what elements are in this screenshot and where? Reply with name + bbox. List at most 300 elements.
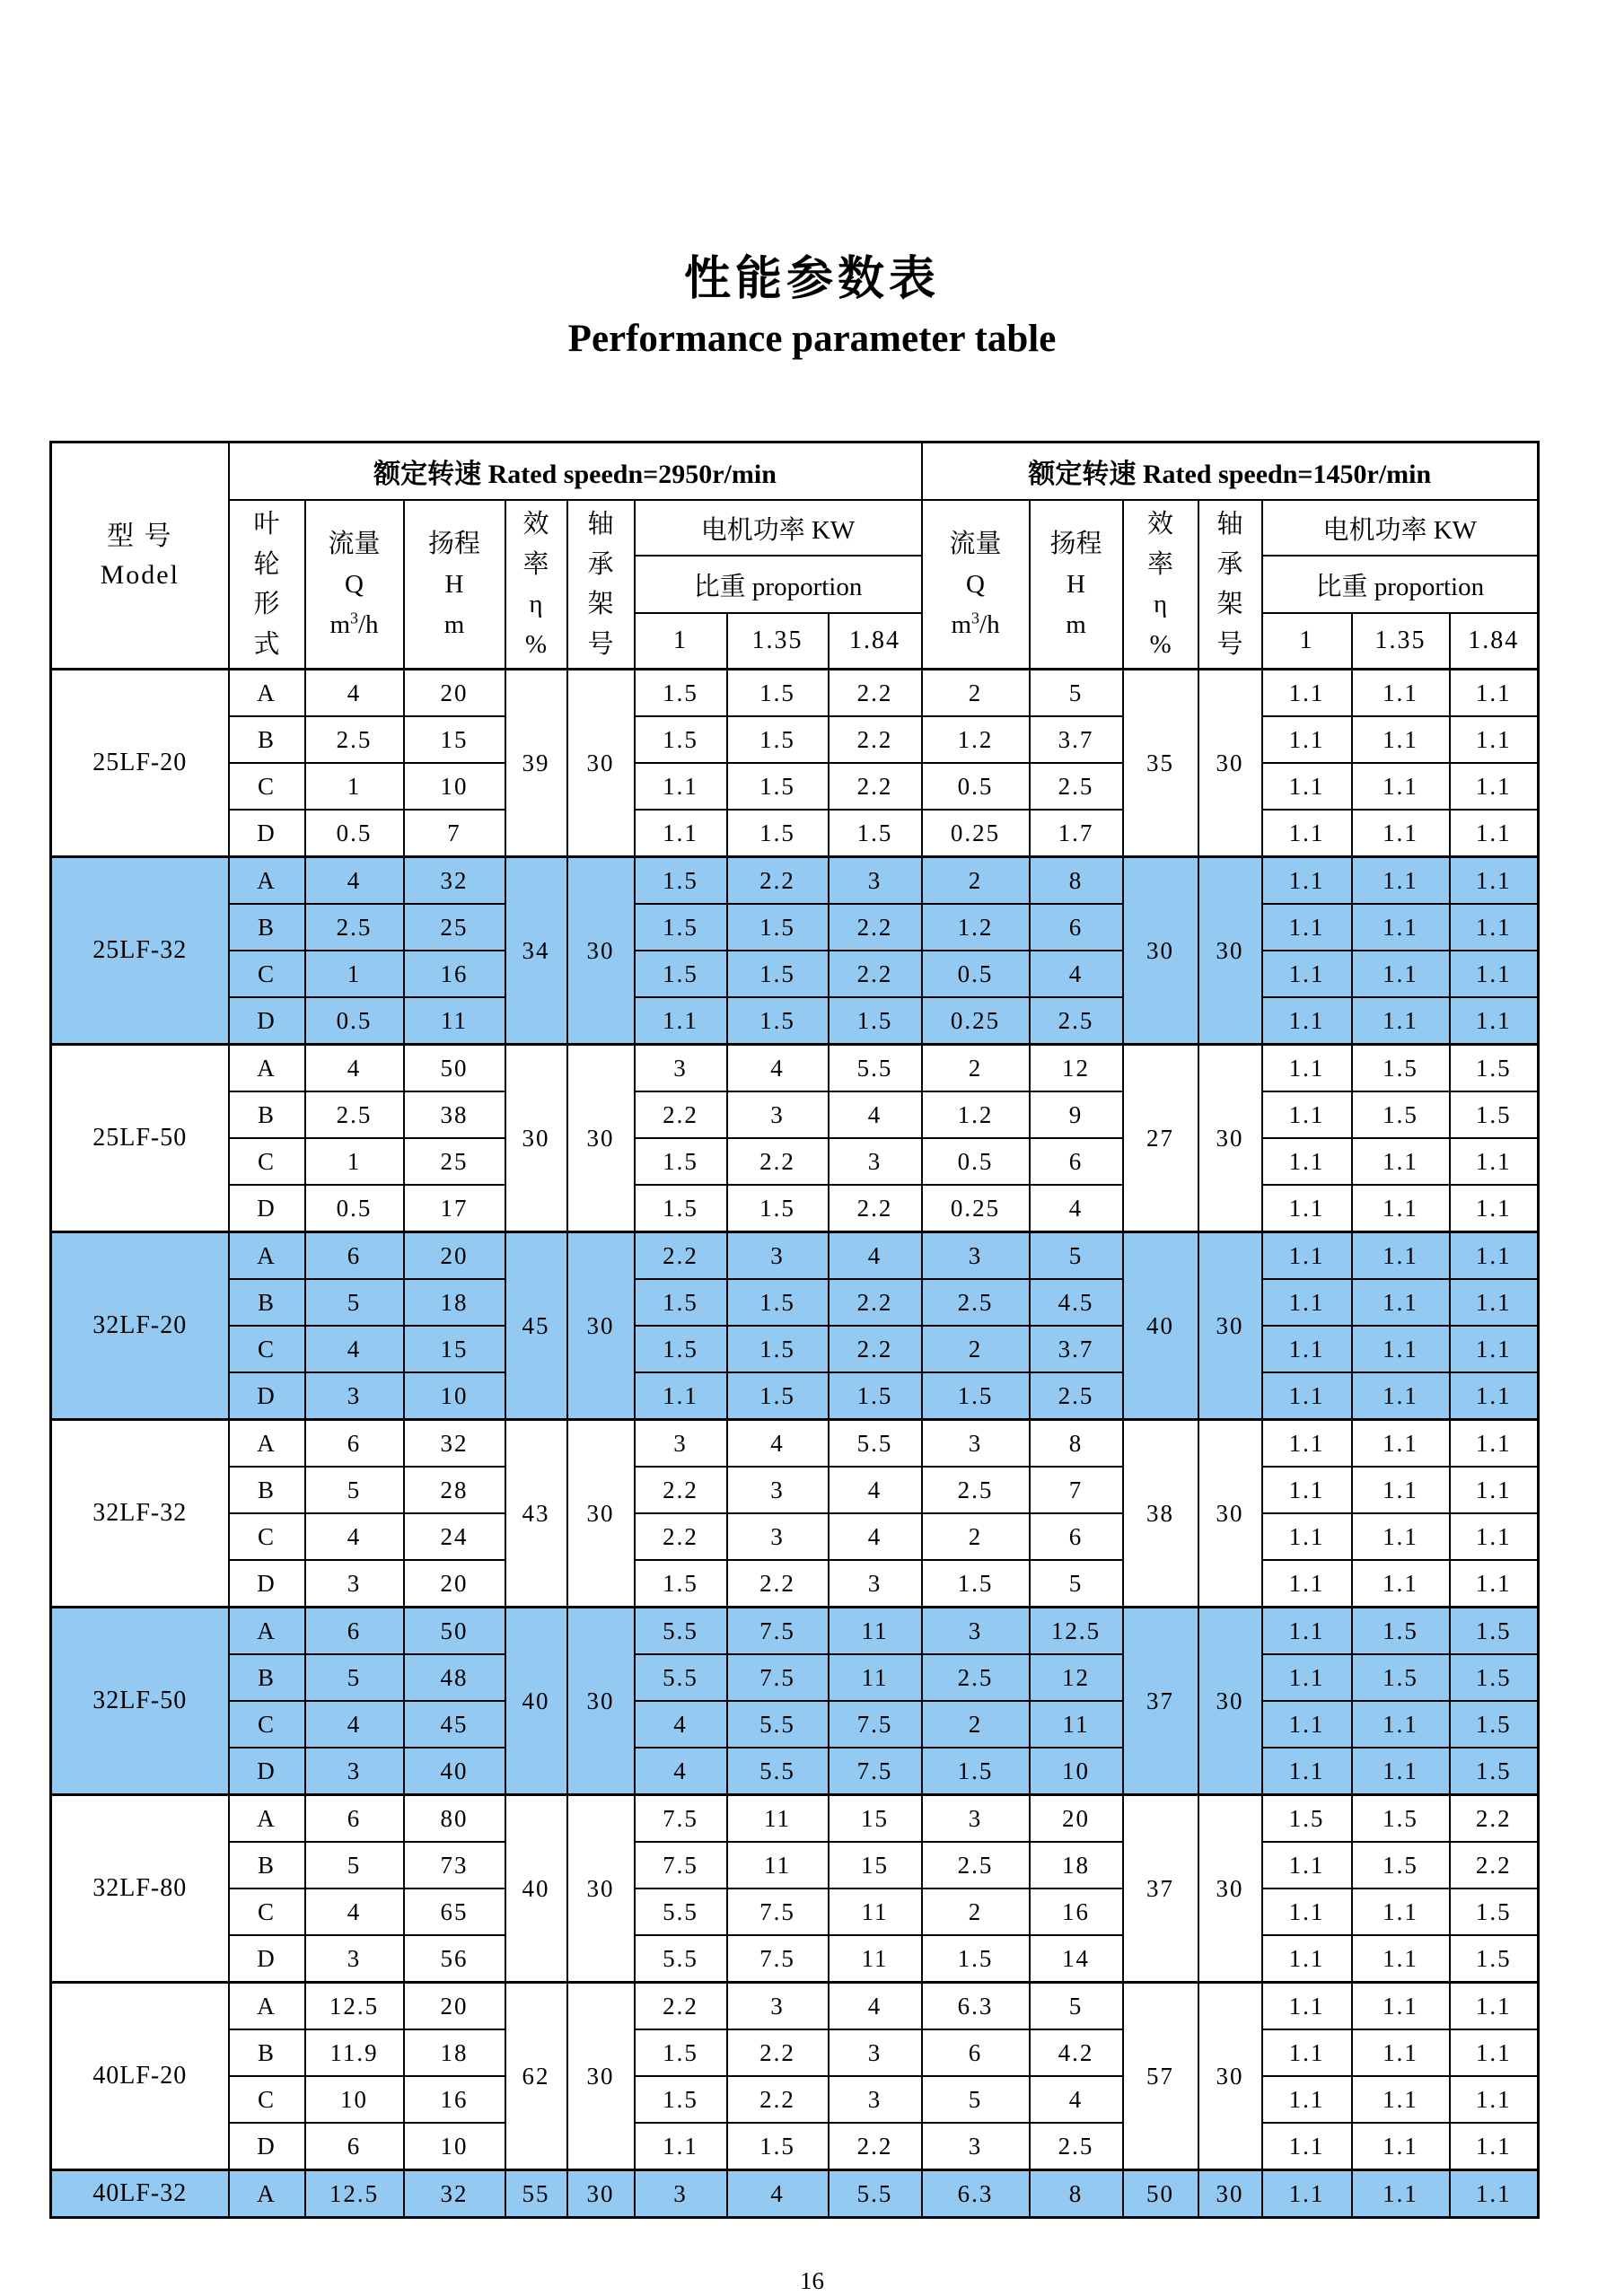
power-2950-cell: 5.5 [727,1748,829,1795]
header-row-speed [51,443,1539,501]
power-2950-cell: 3 [727,1513,829,1560]
power-2950-cell: 5.5 [829,1420,922,1468]
table-row [51,1748,1539,1795]
power-1450-cell: 1.1 [1262,1467,1352,1513]
flow-1450-cell: 2.5 [922,1467,1030,1513]
head-2950-cell: 32 [404,1420,505,1468]
power-2950-cell: 2.2 [829,1326,922,1372]
flow-1450-cell: 2 [922,1045,1030,1092]
model-cell: 32LF-50 [51,1608,229,1795]
flow-1450-cell: 2 [922,1326,1030,1372]
impeller-cell: C [229,2076,305,2123]
impeller-cell: C [229,763,305,810]
flow-2950-cell: 12.5 [305,2170,404,2218]
flow-2950-cell: 1 [305,763,404,810]
head-2950-cell: 24 [404,1513,505,1560]
power-2950-cell: 7.5 [635,1842,727,1889]
power-1450-cell: 1.5 [1352,1608,1450,1655]
power-2950-cell: 1.5 [635,1185,727,1232]
table-row [51,1654,1539,1701]
impeller-cell: C [229,1513,305,1560]
impeller-cell: C [229,1889,305,1935]
power-1450-cell: 1.1 [1450,1983,1539,2030]
power-1450-cell: 1.1 [1352,2123,1450,2170]
flow-2950-cell: 4 [305,1701,404,1748]
power-2950-cell: 1.5 [829,810,922,857]
model-cell: 32LF-32 [51,1420,229,1608]
motor-power-header-2950: 电机功率 KW [635,500,922,556]
table-row [51,810,1539,857]
flow-1450-cell: 6 [922,2029,1030,2076]
flow-1450-cell: 3 [922,1795,1030,1843]
flow-header-2950: 流量 Q $m^3/h$ [305,500,404,670]
head-2950-cell: 25 [404,904,505,951]
power-2950-cell: 4 [829,1091,922,1138]
table-row [51,951,1539,997]
efficiency-1450-cell: 27 [1123,1045,1198,1232]
impeller-cell: A [229,670,305,717]
table-row [51,857,1539,905]
power-1450-cell: 1.5 [1450,1091,1539,1138]
impeller-cell: D [229,2123,305,2170]
power-2950-cell: 2.2 [727,2029,829,2076]
power-1450-cell: 1.1 [1262,716,1352,763]
power-1450-cell: 1.1 [1262,1232,1352,1280]
efficiency-2950-cell: 45 [505,1232,567,1420]
power-1450-cell: 1.1 [1352,1513,1450,1560]
flow-1450-cell: 1.2 [922,904,1030,951]
power-2950-cell: 4 [727,1045,829,1092]
model-cell: 40LF-20 [51,1983,229,2170]
power-1450-cell: 1.1 [1450,670,1539,717]
flow-2950-cell: 1 [305,1138,404,1185]
power-2950-cell: 2.2 [829,1185,922,1232]
impeller-cell: D [229,1185,305,1232]
power-1450-cell: 1.1 [1262,1701,1352,1748]
head-1450-cell: 6 [1030,1138,1123,1185]
power-2950-cell: 7.5 [727,1889,829,1935]
impeller-cell: C [229,1138,305,1185]
model-cell: 25LF-50 [51,1045,229,1232]
power-1450-cell: 1.1 [1352,951,1450,997]
power-1450-cell: 1.1 [1262,1513,1352,1560]
flow-2950-cell: 5 [305,1467,404,1513]
power-2950-cell: 11 [727,1795,829,1843]
impeller-cell: D [229,1560,305,1608]
impeller-cell: B [229,2029,305,2076]
head-2950-cell: 65 [404,1889,505,1935]
head-2950-cell: 28 [404,1467,505,1513]
head-header-2950: 扬程 H m [404,500,505,670]
flow-1450-cell: 2 [922,857,1030,905]
power-1450-cell: 1.1 [1262,1842,1352,1889]
power-2950-cell: 5.5 [635,1608,727,1655]
head-1450-cell: 1.7 [1030,810,1123,857]
flow-1450-cell: 2 [922,670,1030,717]
power-1450-cell: 1.1 [1262,1045,1352,1092]
head-1450-cell: 20 [1030,1795,1123,1843]
power-1450-cell: 1.5 [1352,1842,1450,1889]
power-2950-cell: 3 [727,1232,829,1280]
power-1450-cell: 1.1 [1262,2029,1352,2076]
power-2950-cell: 11 [727,1842,829,1889]
power-2950-cell: 1.5 [727,670,829,717]
head-1450-cell: 2.5 [1030,997,1123,1045]
power-2950-cell: 2.2 [829,904,922,951]
power-2950-cell: 1.5 [829,1372,922,1420]
power-1450-cell: 1.1 [1450,1138,1539,1185]
impeller-cell: D [229,997,305,1045]
power-1450-cell: 1.1 [1352,1326,1450,1372]
power-2950-cell: 2.2 [635,1232,727,1280]
power-2950-cell: 2.2 [727,1138,829,1185]
power-1450-cell: 1.5 [1352,1654,1450,1701]
flow-1450-cell: 2 [922,1701,1030,1748]
table-row [51,1420,1539,1468]
flow-1450-cell: 3 [922,1608,1030,1655]
bearing-1450-cell: 30 [1198,1795,1262,1983]
power-1450-cell: 1.1 [1262,810,1352,857]
flow-1450-cell: 3 [922,2123,1030,2170]
power-1450-cell: 1.1 [1262,1654,1352,1701]
bearing-2950-cell: 30 [567,670,635,857]
model-header-zh: 型 号 [107,521,173,551]
flow-1450-cell: 0.5 [922,1138,1030,1185]
flow-1450-cell: 3 [922,1232,1030,1280]
power-1450-cell: 1.1 [1262,2076,1352,2123]
impeller-cell: B [229,1279,305,1326]
table-row [51,716,1539,763]
power-1450-cell: 1.1 [1450,1420,1539,1468]
bearing-1450-cell: 30 [1198,1983,1262,2170]
power-2950-cell: 2.2 [727,2076,829,2123]
flow-2950-cell: 3 [305,1372,404,1420]
table-row [51,1608,1539,1655]
efficiency-1450-cell: 57 [1123,1983,1198,2170]
flow-2950-cell: 4 [305,857,404,905]
efficiency-header-2950: 效 率 η % [505,500,567,670]
table-row [51,1091,1539,1138]
power-2950-cell: 4 [727,2170,829,2218]
power-2950-cell: 5.5 [635,1889,727,1935]
table-row [51,1935,1539,1983]
table-row [51,1842,1539,1889]
model-cell: 25LF-32 [51,857,229,1045]
flow-2950-cell: 6 [305,1608,404,1655]
model-header-en: Model [100,560,180,591]
table-row [51,1326,1539,1372]
head-2950-cell: 56 [404,1935,505,1983]
bearing-1450-cell: 30 [1198,670,1262,857]
impeller-cell: A [229,857,305,905]
flow-1450-cell: 1.5 [922,1935,1030,1983]
power-1450-cell: 1.1 [1262,904,1352,951]
table-row [51,763,1539,810]
power-1450-cell: 1.1 [1352,1420,1450,1468]
bearing-1450-cell: 30 [1198,1608,1262,1795]
power-1450-cell: 1.1 [1352,810,1450,857]
power-1450-cell: 1.1 [1352,1279,1450,1326]
head-2950-cell: 11 [404,997,505,1045]
flow-1450-cell: 0.5 [922,763,1030,810]
power-2950-cell: 7.5 [727,1654,829,1701]
power-2950-cell: 3 [829,2076,922,2123]
power-1450-cell: 1.1 [1450,763,1539,810]
flow-2950-cell: 4 [305,1889,404,1935]
efficiency-1450-cell: 50 [1123,2170,1198,2218]
power-1450-cell: 1.1 [1450,1326,1539,1372]
proportion-header-2950: 比重 proportion [635,556,922,613]
table-row [51,1795,1539,1843]
impeller-cell: B [229,1467,305,1513]
head-1450-cell: 6 [1030,1513,1123,1560]
flow-1450-cell: 6.3 [922,1983,1030,2030]
power-2950-cell: 4 [635,1748,727,1795]
flow-2950-cell: 0.5 [305,997,404,1045]
bearing-1450-cell: 30 [1198,2170,1262,2218]
bearing-2950-cell: 30 [567,1045,635,1232]
power-2950-cell: 2.2 [829,670,922,717]
head-2950-cell: 18 [404,2029,505,2076]
power-2950-cell: 3 [727,1091,829,1138]
power-2950-cell: 2.2 [727,1560,829,1608]
power-2950-cell: 1.5 [635,2076,727,2123]
efficiency-2950-cell: 40 [505,1608,567,1795]
head-1450-cell: 9 [1030,1091,1123,1138]
power-2950-cell: 1.5 [635,857,727,905]
flow-1450-cell: 1.2 [922,1091,1030,1138]
power-2950-cell: 1.5 [829,997,922,1045]
head-2950-cell: 32 [404,2170,505,2218]
flow-1450-cell: 6.3 [922,2170,1030,2218]
bearing-1450-cell: 30 [1198,1232,1262,1420]
power-2950-cell: 1.5 [635,1138,727,1185]
head-2950-cell: 20 [404,1983,505,2030]
power-2950-cell: 4 [829,1232,922,1280]
power-2950-cell: 1.5 [635,716,727,763]
power-1450-cell: 1.1 [1450,1232,1539,1280]
power-1450-cell: 1.1 [1262,1372,1352,1420]
power-1450-cell: 1.1 [1450,1560,1539,1608]
power-1450-cell: 1.5 [1262,1795,1352,1843]
efficiency-2950-cell: 30 [505,1045,567,1232]
head-1450-cell: 5 [1030,1560,1123,1608]
impeller-cell: B [229,1091,305,1138]
efficiency-2950-cell: 34 [505,857,567,1045]
proportion-value: 1 [635,613,727,670]
head-2950-cell: 15 [404,716,505,763]
table-row [51,670,1539,717]
flow-2950-cell: 12.5 [305,1983,404,2030]
flow-1450-cell: 1.5 [922,1560,1030,1608]
head-2950-cell: 10 [404,763,505,810]
performance-table [49,441,1540,2219]
power-2950-cell: 4 [727,1420,829,1468]
power-2950-cell: 11 [829,1935,922,1983]
power-1450-cell: 1.1 [1352,1560,1450,1608]
head-2950-cell: 18 [404,1279,505,1326]
power-1450-cell: 1.1 [1450,2170,1539,2218]
power-2950-cell: 5.5 [635,1654,727,1701]
flow-2950-cell: 6 [305,1232,404,1280]
model-cell: 25LF-20 [51,670,229,857]
table-row [51,2123,1539,2170]
power-1450-cell: 1.5 [1450,1935,1539,1983]
head-1450-cell: 6 [1030,904,1123,951]
power-1450-cell: 1.1 [1262,1185,1352,1232]
bearing-1450-cell: 30 [1198,1045,1262,1232]
head-2950-cell: 25 [404,1138,505,1185]
flow-1450-cell: 2 [922,1513,1030,1560]
power-2950-cell: 2.2 [635,1091,727,1138]
flow-2950-cell: 11.9 [305,2029,404,2076]
power-2950-cell: 4 [829,1983,922,2030]
flow-1450-cell: 2.5 [922,1842,1030,1889]
flow-1450-cell: 1.2 [922,716,1030,763]
efficiency-1450-cell: 37 [1123,1795,1198,1983]
head-2950-cell: 38 [404,1091,505,1138]
proportion-header-1450: 比重 proportion [1262,556,1539,613]
power-1450-cell: 1.1 [1352,2076,1450,2123]
flow-2950-cell: 4 [305,1045,404,1092]
bearing-2950-cell: 30 [567,1795,635,1983]
power-1450-cell: 1.1 [1450,997,1539,1045]
power-2950-cell: 1.5 [727,904,829,951]
table-row [51,2029,1539,2076]
rated-speed-1450-header: 额定转速 Rated speedn=1450r/min [922,443,1539,501]
head-2950-cell: 50 [404,1045,505,1092]
power-1450-cell: 1.1 [1352,2029,1450,2076]
head-2950-cell: 20 [404,670,505,717]
proportion-value: 1 [1262,613,1352,670]
table-row [51,1185,1539,1232]
head-1450-cell: 5 [1030,670,1123,717]
impeller-cell: C [229,951,305,997]
impeller-cell: A [229,1045,305,1092]
bearing-2950-cell: 30 [567,1983,635,2170]
impeller-cell: B [229,1842,305,1889]
power-1450-cell: 1.5 [1450,1654,1539,1701]
power-2950-cell: 3 [727,1983,829,2030]
power-1450-cell: 1.1 [1352,904,1450,951]
power-1450-cell: 1.1 [1262,951,1352,997]
efficiency-2950-cell: 43 [505,1420,567,1608]
power-2950-cell: 1.5 [727,763,829,810]
impeller-cell: B [229,904,305,951]
power-1450-cell: 2.2 [1450,1795,1539,1843]
head-1450-cell: 5 [1030,1983,1123,2030]
power-1450-cell: 1.1 [1352,857,1450,905]
efficiency-2950-cell: 62 [505,1983,567,2170]
power-2950-cell: 1.5 [635,1279,727,1326]
power-1450-cell: 1.1 [1262,1326,1352,1372]
head-2950-cell: 10 [404,1372,505,1420]
power-2950-cell: 1.5 [635,1326,727,1372]
impeller-cell: A [229,1983,305,2030]
table-row [51,1279,1539,1326]
head-1450-cell: 8 [1030,857,1123,905]
power-1450-cell: 1.1 [1262,1420,1352,1468]
efficiency-2950-cell: 40 [505,1795,567,1983]
table-body [51,670,1539,2218]
power-1450-cell: 1.1 [1450,1279,1539,1326]
power-2950-cell: 3 [635,1045,727,1092]
table-row [51,1232,1539,1280]
power-1450-cell: 1.1 [1352,1372,1450,1420]
bearing-1450-cell: 30 [1198,857,1262,1045]
power-2950-cell: 1.1 [635,2123,727,2170]
power-2950-cell: 1.5 [727,997,829,1045]
power-2950-cell: 7.5 [829,1748,922,1795]
table-row [51,1701,1539,1748]
impeller-cell: A [229,2170,305,2218]
power-2950-cell: 2.2 [635,1983,727,2030]
power-2950-cell: 11 [829,1608,922,1655]
rated-speed-2950-header: 额定转速 Rated speedn=2950r/min [229,443,922,501]
head-1450-cell: 3.7 [1030,1326,1123,1372]
impeller-cell: A [229,1232,305,1280]
power-2950-cell: 2.2 [829,716,922,763]
flow-2950-cell: 6 [305,1795,404,1843]
impeller-cell: C [229,1326,305,1372]
power-2950-cell: 7.5 [635,1795,727,1843]
power-2950-cell: 11 [829,1889,922,1935]
power-2950-cell: 3 [829,1560,922,1608]
power-2950-cell: 2.2 [829,951,922,997]
table-row [51,1467,1539,1513]
power-1450-cell: 1.1 [1262,763,1352,810]
head-2950-cell: 7 [404,810,505,857]
page-header [0,0,1624,364]
power-1450-cell: 1.1 [1352,1983,1450,2030]
head-1450-cell: 2.5 [1030,763,1123,810]
power-1450-cell: 1.1 [1352,1889,1450,1935]
power-2950-cell: 3 [635,2170,727,2218]
power-1450-cell: 1.5 [1450,1045,1539,1092]
page-title-chinese: 性能参数表 [683,254,940,305]
power-1450-cell: 1.1 [1262,670,1352,717]
power-1450-cell: 1.1 [1352,1935,1450,1983]
table-row [51,1889,1539,1935]
motor-power-header-1450: 电机功率 KW [1262,500,1539,556]
power-1450-cell: 1.1 [1352,1701,1450,1748]
impeller-cell: D [229,1935,305,1983]
impeller-cell: D [229,1748,305,1795]
power-2950-cell: 4 [829,1467,922,1513]
flow-2950-cell: 4 [305,670,404,717]
model-cell: 32LF-20 [51,1232,229,1420]
flow-1450-cell: 1.5 [922,1748,1030,1795]
power-1450-cell: 1.5 [1352,1795,1450,1843]
power-2950-cell: 5.5 [829,1045,922,1092]
flow-2950-cell: 0.5 [305,1185,404,1232]
power-1450-cell: 1.1 [1352,997,1450,1045]
table-row [51,2170,1539,2218]
head-1450-cell: 18 [1030,1842,1123,1889]
head-1450-cell: 4 [1030,951,1123,997]
power-1450-cell: 1.1 [1262,1138,1352,1185]
bearing-2950-cell: 30 [567,1420,635,1608]
flow-1450-cell: 5 [922,2076,1030,2123]
power-2950-cell: 1.5 [727,2123,829,2170]
power-1450-cell: 1.1 [1352,1232,1450,1280]
model-cell: 32LF-80 [51,1795,229,1983]
table-row [51,904,1539,951]
power-1450-cell: 1.1 [1450,951,1539,997]
head-2950-cell: 45 [404,1701,505,1748]
head-2950-cell: 73 [404,1842,505,1889]
power-1450-cell: 1.1 [1450,857,1539,905]
